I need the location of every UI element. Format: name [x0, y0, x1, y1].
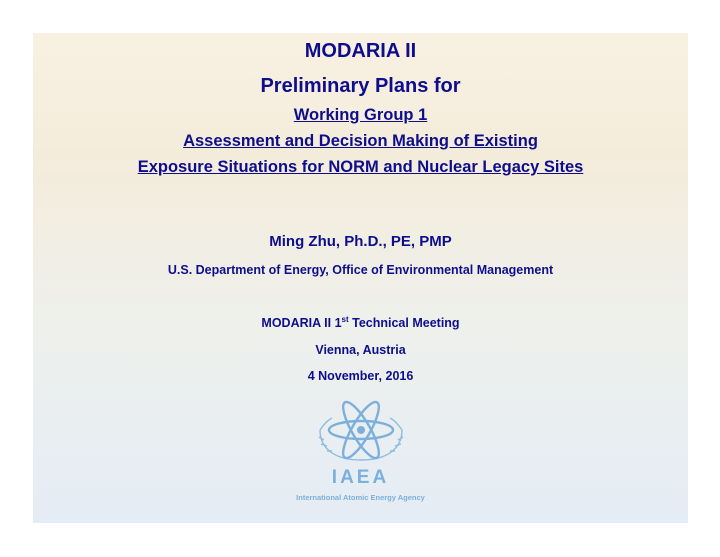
meeting-location: Vienna, Austria [315, 343, 406, 357]
meeting-name [33, 316, 688, 330]
title-line-1: MODARIA II [304, 40, 417, 62]
author-affiliation: U.S. Department of Energy, Office of Environmental Management [167, 263, 554, 277]
meeting-name-superscript: st [341, 315, 349, 324]
title-slide [33, 33, 688, 523]
meeting-date: 4 November, 2016 [307, 369, 414, 383]
subtitle-line-1: Working Group 1 [293, 106, 428, 124]
meeting-name-prefix: MODARIA II 1 [261, 316, 342, 330]
iaea-logo-full-name: International Atomic Energy Agency [296, 493, 425, 502]
iaea-atom-emblem-icon [306, 400, 416, 464]
meeting-name-suffix: Technical Meeting [348, 316, 460, 330]
iaea-logo-name: IAEA [331, 467, 390, 488]
author-name: Ming Zhu, Ph.D., PE, PMP [269, 233, 452, 250]
subtitle-line-3: Exposure Situations for NORM and Nuclear Legacy Sites [137, 158, 584, 176]
iaea-logo [33, 400, 688, 520]
title-line-2: Preliminary Plans for [260, 75, 461, 97]
subtitle-line-2: Assessment and Decision Making of Existing [183, 132, 538, 150]
